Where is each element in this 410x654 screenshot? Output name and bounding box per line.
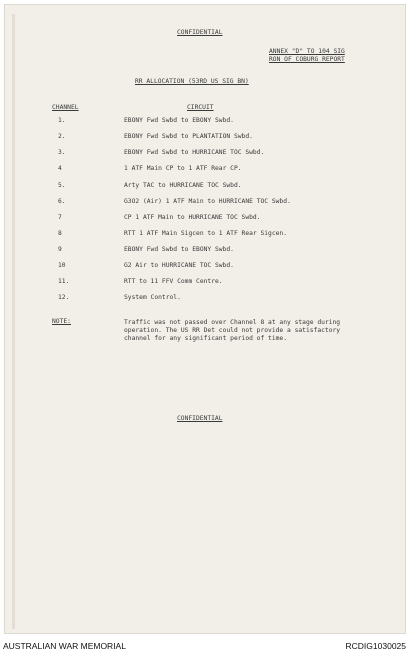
channel-number: 2. xyxy=(58,133,66,140)
document-title: RR ALLOCATION (53RD US SIG BN) xyxy=(135,78,249,85)
circuit-description: EBONY Fwd Swbd to HURRICANE TOC Swbd. xyxy=(124,149,265,156)
document-page xyxy=(4,4,406,634)
channel-number: 12. xyxy=(58,294,70,301)
archive-institution-name: AUSTRALIAN WAR MEMORIAL xyxy=(3,641,126,651)
note-label: NOTE: xyxy=(52,318,71,325)
archive-record-id: RCDIG1030025 xyxy=(345,641,406,651)
circuit-description: G3O2 (Air) 1 ATF Main to HURRICANE TOC Swbd. xyxy=(124,198,291,205)
annex-reference-line-2: RON OF COBURG REPORT xyxy=(269,56,345,63)
page-edge-shadow xyxy=(12,14,15,629)
circuit-description: EBONY Fwd Swbd to EBONY Swbd. xyxy=(124,117,234,124)
channel-number: 8 xyxy=(58,230,62,237)
circuit-description: RTT to 11 FFV Comm Centre. xyxy=(124,278,223,285)
circuit-description: CP 1 ATF Main to HURRICANE TOC Swbd. xyxy=(124,214,261,221)
note-text: Traffic was not passed over Channel 8 at any stage during operation. The US RR Det could not provide a satisfactory channel for any significant period of time. xyxy=(124,319,341,343)
annex-reference-line-1: ANNEX "D" TO 104 SIG xyxy=(269,48,345,55)
channel-number: 11. xyxy=(58,278,70,285)
channel-number: 9 xyxy=(58,246,62,253)
channel-number: 5. xyxy=(58,182,66,189)
footer-classification: CONFIDENTIAL xyxy=(177,415,223,422)
channel-number: 4 xyxy=(58,165,62,172)
channel-number: 7 xyxy=(58,214,62,221)
archive-caption-bar xyxy=(0,638,410,654)
circuit-description: EBONY Fwd Swbd to EBONY Swbd. xyxy=(124,246,234,253)
channel-number: 1. xyxy=(58,117,66,124)
circuit-description: System Control. xyxy=(124,294,181,301)
circuit-description: Arty TAC to HURRICANE TOC Swbd. xyxy=(124,182,242,189)
channel-number: 3. xyxy=(58,149,66,156)
circuit-description: G2 Air to HURRICANE TOC Swbd. xyxy=(124,262,234,269)
circuit-description: RTT 1 ATF Main Sigcen to 1 ATF Rear Sigcen. xyxy=(124,230,288,237)
channel-column-header: CHANNEL xyxy=(52,104,79,111)
circuit-description: 1 ATF Main CP to 1 ATF Rear CP. xyxy=(124,165,242,172)
channel-number: 6. xyxy=(58,198,66,205)
circuit-description: EBONY Fwd Swbd to PLANTATION Swbd. xyxy=(124,133,253,140)
header-classification: CONFIDENTIAL xyxy=(177,29,223,36)
circuit-column-header: CIRCUIT xyxy=(187,104,214,111)
channel-number: 10 xyxy=(58,262,66,269)
